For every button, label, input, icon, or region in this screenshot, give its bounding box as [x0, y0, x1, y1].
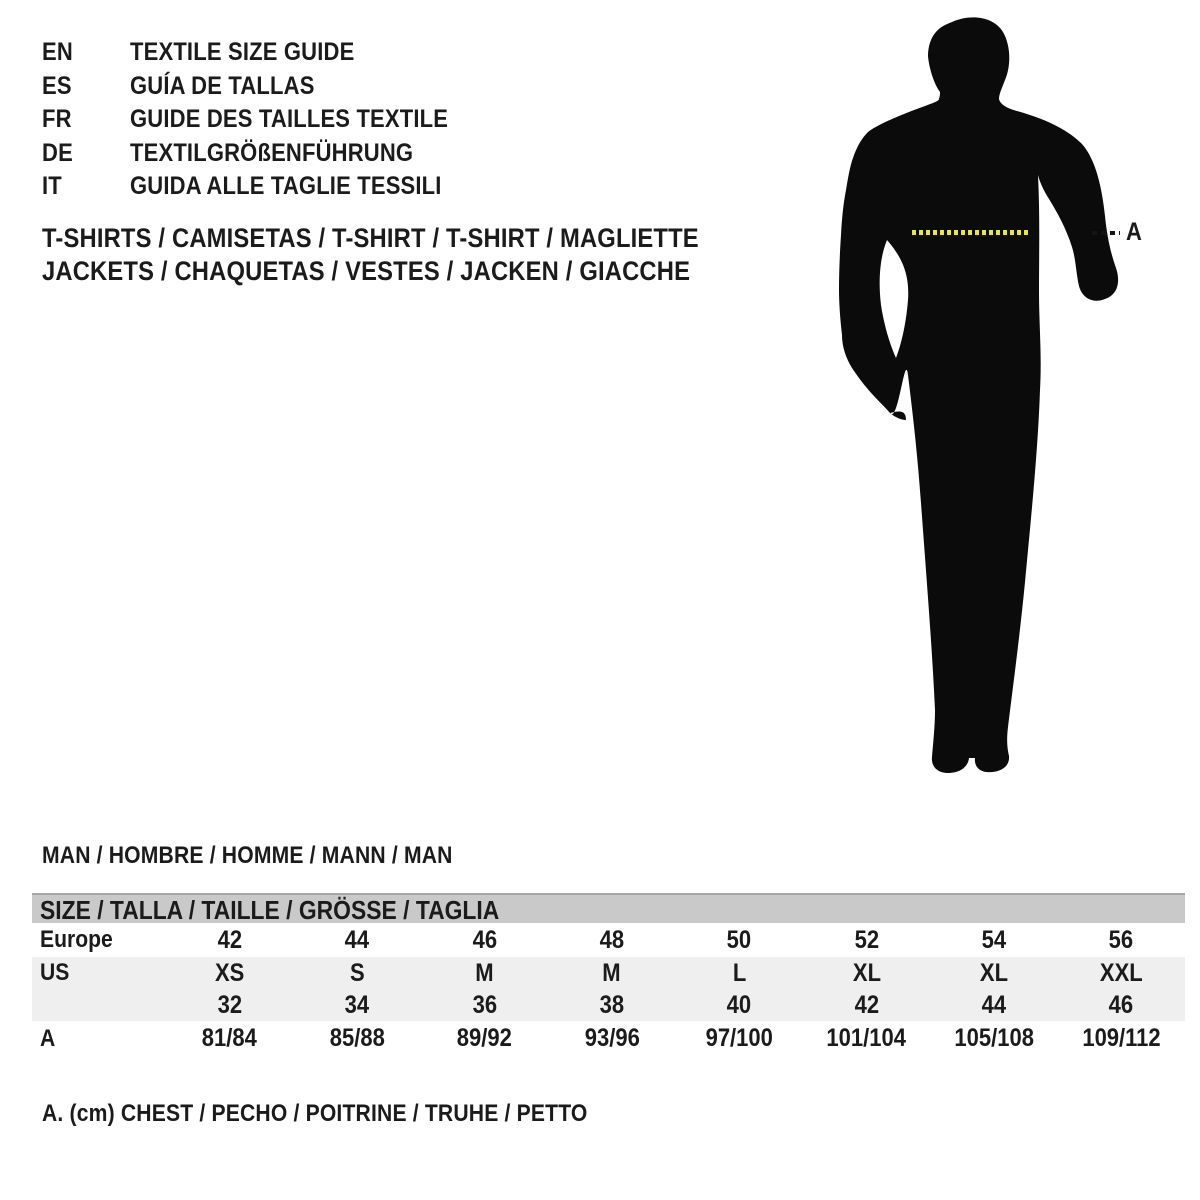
size-value: 44 [981, 990, 1007, 1019]
size-value: 54 [981, 925, 1007, 954]
row-label: Europe [40, 926, 113, 953]
row-label: US [40, 959, 70, 986]
size-value: XL [852, 958, 881, 987]
man-silhouette [800, 0, 1200, 800]
language-row-en [42, 36, 492, 70]
size-table-header [32, 893, 1185, 923]
measure-leader-dashes [1092, 231, 1120, 235]
language-code: DE [42, 138, 73, 167]
size-table-header-label: SIZE / TALLA / TAILLE / GRÖSSE / TAGLIA [40, 895, 500, 925]
size-value: S [349, 958, 365, 987]
language-title: TEXTILE SIZE GUIDE [130, 38, 355, 66]
size-value: M [602, 958, 621, 987]
size-value: XL [979, 958, 1008, 987]
language-title: GUIDA ALLE TAGLIE TESSILI [130, 172, 442, 200]
language-title: GUIDE DES TAILLES TEXTILE [130, 105, 449, 133]
size-value: 81/84 [202, 1024, 258, 1052]
language-row-de [42, 137, 492, 171]
language-title: GUÍA DE TALLAS [130, 71, 315, 100]
size-value: M [475, 958, 494, 987]
size-value: 32 [217, 990, 242, 1019]
table-row-us [32, 957, 1185, 989]
size-value: 40 [726, 990, 752, 1019]
language-title-list [42, 36, 492, 204]
table-row-europe [32, 923, 1185, 957]
size-value: 48 [599, 925, 625, 954]
size-value: 44 [344, 925, 370, 954]
size-value: 89/92 [456, 1024, 512, 1052]
chest-measure-line [912, 230, 1031, 235]
size-value: 38 [599, 990, 625, 1019]
category-line-jackets: JACKETS / CHAQUETAS / VESTES / JACKEN / GIACCHE [42, 256, 691, 286]
size-value: 97/100 [705, 1024, 773, 1052]
size-value: 56 [1109, 925, 1134, 954]
size-value: 34 [344, 990, 370, 1019]
size-value: 50 [726, 925, 752, 954]
size-value: 109/112 [1082, 1024, 1161, 1052]
measure-label-a: A [1126, 218, 1142, 246]
size-value: 105/108 [954, 1024, 1034, 1052]
size-value: 101/104 [826, 1024, 907, 1052]
language-row-it [42, 170, 492, 204]
row-label: A [40, 1024, 56, 1052]
section-title: MAN / HOMBRE / HOMME / MANN / MAN [42, 842, 453, 869]
language-code: IT [42, 172, 62, 200]
table-row-chest [32, 1021, 1185, 1056]
size-value: XS [215, 958, 245, 987]
category-lines [42, 222, 788, 288]
size-value: 85/88 [329, 1024, 385, 1052]
language-row-fr [42, 103, 492, 137]
language-code: FR [42, 105, 72, 133]
size-value: 42 [854, 990, 879, 1019]
size-table [32, 893, 1185, 1056]
language-code: EN [42, 38, 73, 66]
size-value: 93/96 [584, 1024, 640, 1052]
size-value: 46 [1109, 990, 1134, 1019]
language-code: ES [42, 71, 72, 100]
size-value: XXL [1099, 958, 1143, 987]
footnote: A. (cm) CHEST / PECHO / POITRINE / TRUHE / PETTO [42, 1100, 588, 1127]
table-row-us-numeric [32, 989, 1185, 1021]
size-value: 36 [472, 990, 497, 1019]
language-row-es [42, 70, 492, 104]
size-value: 46 [472, 925, 497, 954]
size-value: 42 [217, 925, 242, 954]
man-silhouette-figure [800, 0, 1200, 800]
size-value: L [732, 958, 746, 987]
size-value: 52 [854, 925, 879, 954]
language-title: TEXTILGRÖßENFÜHRUNG [130, 138, 414, 167]
category-line-tshirts: T-SHIRTS / CAMISETAS / T-SHIRT / T-SHIRT / MAGLIETTE [42, 223, 699, 253]
